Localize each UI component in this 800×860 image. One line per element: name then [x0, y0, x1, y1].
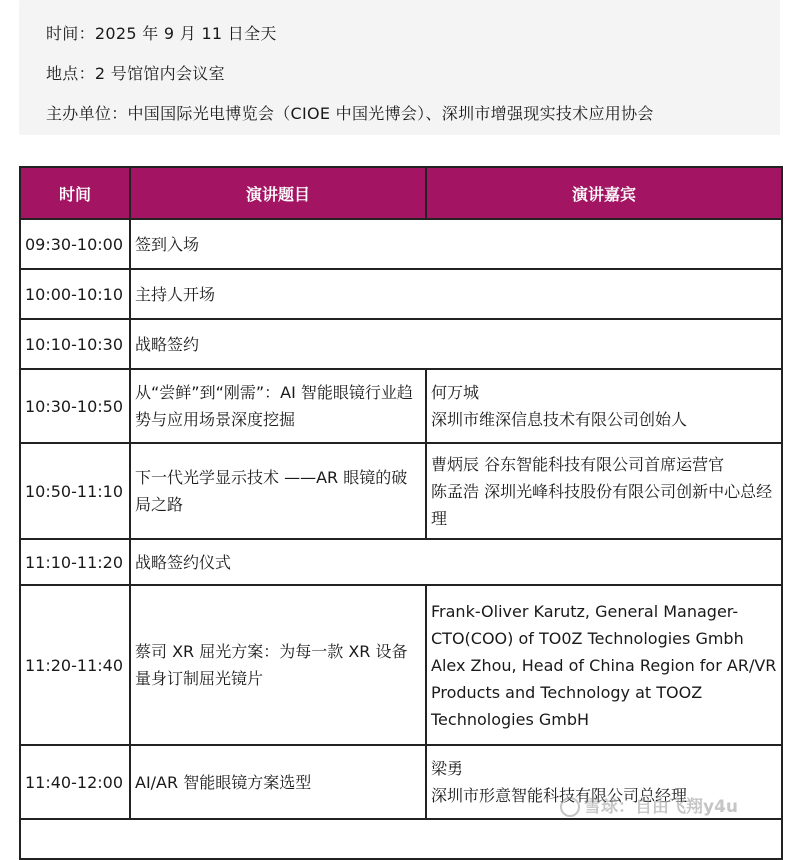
row-time: 10:30-10:50: [20, 369, 130, 443]
speaker-line: 梁勇: [431, 759, 464, 778]
watermark-text: 雪球：自由飞翔y4u: [584, 797, 739, 817]
table-row: [20, 219, 782, 269]
row-topic: 下一代光学显示技术 ——AR 眼镜的破局之路: [130, 443, 426, 539]
header-time: 时间: [20, 167, 130, 219]
agenda-header-row: [20, 167, 782, 219]
row-topic: 从“尝鲜”到“刚需”：AI 智能眼镜行业趋势与应用场景深度挖掘: [130, 369, 426, 443]
row-time: 10:00-10:10: [20, 269, 130, 319]
speaker-line: 深圳市形意智能科技有限公司总经理: [431, 786, 688, 805]
row-topic: 主持人开场: [130, 269, 782, 319]
event-time: 时间：2025 年 9 月 11 日全天: [46, 24, 277, 43]
speaker-line: 深圳市维深信息技术有限公司创始人: [431, 410, 688, 429]
speaker-line: Alex Zhou, Head of China Region for AR/VR Products and Technology at TOOZ Technologies GmbH: [431, 655, 777, 729]
row-time: 10:50-11:10: [20, 443, 130, 539]
row-time: 11:10-11:20: [20, 539, 130, 585]
event-organizer: 主办单位：中国国际光电博览会（CIOE 中国光博会）、深圳市增强现实技术应用协会: [46, 104, 654, 123]
event-info-box: [19, 0, 780, 135]
row-speakers: [426, 443, 782, 539]
speaker-line: 曹炳辰 谷东智能科技有限公司首席运营官: [431, 454, 725, 474]
header-topic: 演讲题目: [130, 167, 426, 219]
table-row: [20, 443, 782, 539]
row-topic: 签到入场: [130, 219, 782, 269]
speaker-line: Frank-Oliver Karutz, General Manager-CTO(COO) of TO0Z Technologies Gmbh: [431, 601, 744, 648]
row-topic: 战略签约仪式: [130, 539, 782, 585]
header-speaker: 演讲嘉宾: [426, 167, 782, 219]
row-topic: AI/AR 智能眼镜方案选型: [130, 745, 426, 819]
row-time: 11:40-12:00: [20, 745, 130, 819]
row-speakers: [426, 585, 782, 745]
speaker-line: 何万城: [431, 383, 480, 402]
table-row: [20, 585, 782, 745]
table-row: [20, 319, 782, 369]
agenda-table: [19, 166, 783, 860]
row-time: 10:10-10:30: [20, 319, 130, 369]
row-topic: 蔡司 XR 屈光方案：为每一款 XR 设备量身订制屈光镜片: [130, 585, 426, 745]
row-speakers: [426, 369, 782, 443]
watermark: [560, 792, 738, 817]
event-location: 地点：2 号馆馆内会议室: [46, 64, 225, 83]
row-time: 09:30-10:00: [20, 219, 130, 269]
table-row: [20, 369, 782, 443]
row-topic: 战略签约: [130, 319, 782, 369]
xueqiu-logo-icon: [560, 797, 580, 817]
speaker-line: 陈孟浩 深圳光峰科技股份有限公司创新中心总经理: [431, 481, 773, 528]
table-row-partial: [20, 819, 782, 859]
row-cut-off: [20, 819, 782, 859]
table-row: [20, 539, 782, 585]
row-time: 11:20-11:40: [20, 585, 130, 745]
table-row: [20, 269, 782, 319]
